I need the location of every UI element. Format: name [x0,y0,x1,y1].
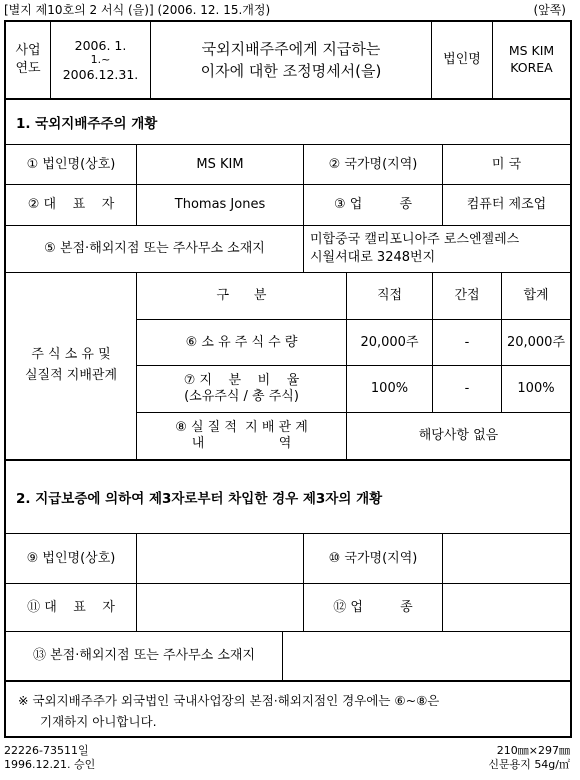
s1-relation-label [6,273,136,459]
s1-relation-line1: 주 식 소 유 및 [31,347,111,363]
approval-date: 1996.12.21. 승인 [4,757,96,771]
s1-name-label: ① 법인명(상호) [26,156,116,172]
form-code: 22226-73511일 [4,744,89,757]
s2-rep-value [137,584,303,631]
col-header-total: 합계 [523,288,549,304]
s2-rep-label: ⑪ 대 표 자 [27,599,115,615]
s2-biz-value [443,584,570,631]
s1-rep-label: ② 대 표 자 [27,197,115,213]
shares-direct: 20,000주 [360,334,419,350]
s2-name-value [137,534,303,583]
control-value: 해당사항 없음 [418,428,499,444]
corp-name-line1: MS KIM [508,43,555,59]
col-header-indirect: 간접 [454,288,480,304]
form-title-line2: 이자에 대한 조정명세서(을) [200,62,382,80]
period-start: 2006. 1. [74,37,127,53]
s1-rep-value: Thomas Jones [174,197,266,213]
s2-addr-value [283,632,570,680]
s1-addr-line1: 미합중국 캘리포니아주 로스엔젤레스 [310,232,520,248]
footer-left [4,744,95,772]
s2-country-label: ⑩ 국가명(지역) [328,550,418,566]
business-year-label-line2: 연도 [15,61,41,76]
s1-addr-label: ⑤ 본점·해외지점 또는 주사무소 소재지 [44,241,265,257]
s1-relation-line2: 실질적 지배관계 [24,368,118,383]
corp-name-value [493,22,570,98]
form-title [151,22,431,98]
form-reference: [별지 제10호의 2 서식 (을)] (2006. 12. 15.개정) [4,3,271,17]
ratio-label-line2: (소유주식 / 총 주식) [184,389,299,404]
s2-biz-label: ⑫ 업 종 [333,599,413,615]
s2-name-label: ⑨ 법인명(상호) [26,550,116,566]
control-label-line2: 내 역 [191,436,292,451]
period-separator: 1.~ [90,53,111,67]
form-title-line1: 국외지배주주에게 지급하는 [201,39,381,58]
s1-name-value: MS KIM [196,156,244,172]
section1-title: 1. 국외지배주주의 개황 [16,116,158,132]
paper-type: 신문용지 54g/㎡ [488,757,570,771]
col-header-gubun: 구 분 [216,288,267,304]
s1-biz-label: ③ 업 종 [333,197,413,213]
ratio-label-line1: ⑦ 지 분 비 율 [183,372,300,388]
s1-addr-line2: 시월셔대로 3248번지 [310,250,436,265]
control-label [137,413,346,459]
shares-label: ⑥ 소 유 주 식 수 량 [185,334,298,350]
business-year-label [6,22,50,98]
s2-addr-label: ⑬ 본점·해외지점 또는 주사무소 소재지 [32,648,256,664]
section2-title: 2. 지급보증에 의하여 제3자로부터 차입한 경우 제3자의 개황 [16,491,383,507]
control-label-line1: ⑧ 실 질 적 지 배 관 계 [175,419,308,435]
s1-country-label: ② 국가명(지역) [328,156,418,172]
s1-country-value: 미 국 [491,156,522,172]
footnote-line2: 기재하지 아니합니다. [40,714,157,730]
page-side-label: (앞쪽) [533,3,566,17]
business-year-label-line1: 사업 [15,43,41,59]
s1-biz-value: 컴퓨터 제조업 [466,197,547,213]
col-header-direct: 직접 [376,288,403,304]
s2-country-value [443,534,570,583]
shares-total: 20,000주 [506,334,566,350]
ratio-total: 100% [517,381,555,397]
footnote-line1: ※ 국외지배주주가 외국법인 국내사업장의 본점·해외지점인 경우에는 ⑥~⑧은 [18,693,440,708]
ratio-direct: 100% [370,381,409,397]
period-end: 2006.12.31. [62,66,139,82]
shares-indirect: - [464,334,470,350]
footnote [18,690,564,733]
footer-right [488,744,570,772]
ratio-label [137,366,346,412]
s1-addr-value [304,226,570,272]
paper-size: 210㎜×297㎜ [496,744,570,757]
corp-name-line2: KOREA [510,60,553,75]
corp-name-label: 법인명 [443,52,481,68]
form-frame [4,20,572,738]
ratio-indirect: - [464,381,470,397]
business-period [51,22,150,98]
